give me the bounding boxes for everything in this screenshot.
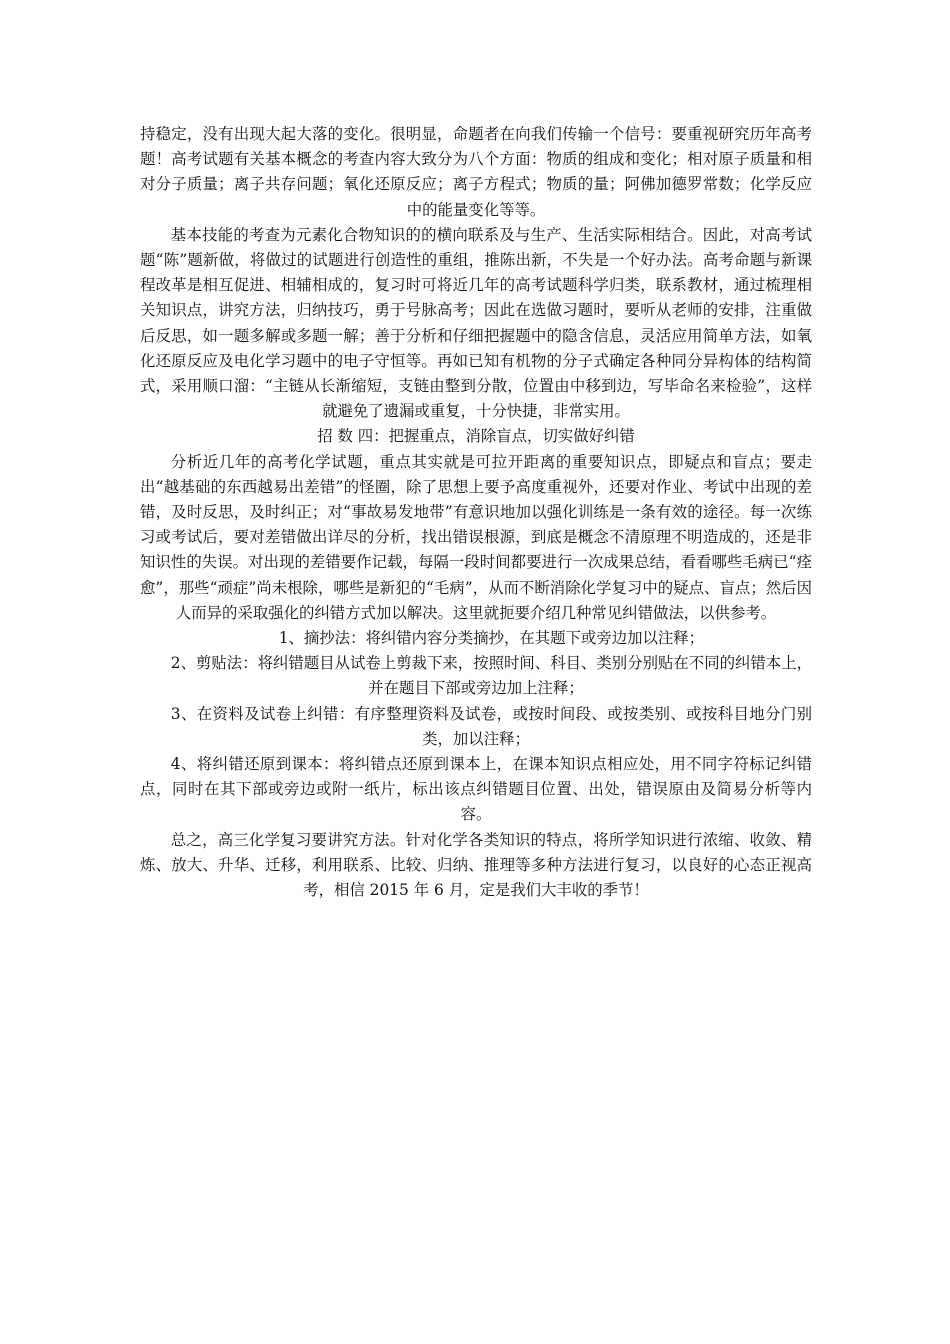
paragraph-basic-skills: 基本技能的考查为元素化合物知识的的横向联系及与生产、生活实际相结合。因此，对高考试题“陈”题新做，将做过的试题进行创造性的重组，推陈出新，不失是一个好办法。高考命题与新课程改革是相互促进、相辅相成的，复习时可将近几年的高考试题科学归类，联系教材，通过梳理相关知识点，讲究方法，归纳技巧，勇于号脉高考；因此在选做习题时，要听从老师的安排，注重做后反思，如一题多解或多题一解；善于分析和仔细把握题中的隐含信息，灵活应用简单方法，如氧化还原反应及电化学习题中的电子守恒等。再如已知有机物的分子式确定各种同分异构体的结构简式，采用顺口溜：“主链从长渐缩短，支链由整到分散，位置由中移到边，写毕命名来检验”，这样就避免了遗漏或重复，十分快捷，非常实用。 <box>140 225 812 421</box>
list-item-excerpt-method: 1、摘抄法：将纠错内容分类摘抄，在其题下或旁边加以注释； <box>278 629 705 648</box>
paragraph-error-correction: 分析近几年的高考化学试题，重点其实就是可拉开距离的重要知识点，即疑点和盲点；要走出“越基础的东西越易出差错”的怪圈，除了思想上要予高度重视外，还要对作业、考试中出现的差错，及时反思，及时纠正；对“事故易发地带”有意识地加以强化训练是一条有效的途径。每一次练习或考试后，要对差错做出详尽的分析，找出错误根源，到底是概念不清原理不明造成的，还是非知识性的失误。对出现的差错要作记载，每隔一段时间都要进行一次成果总结，看看哪些毛病已“痊愈”，那些“顽症”尚未根除，哪些是新犯的“毛病”，从而不断消除化学复习中的疑点、盲点；然后因人而异的采取强化的纠错方式加以解决。这里就扼要介绍几种常见纠错做法，以供参考。 <box>140 452 812 622</box>
section-heading-method-four: 招 数 四：把握重点，消除盲点，切实做好纠错 <box>317 427 635 446</box>
list-item-textbook-method: 4、将纠错还原到课本：将纠错点还原到课本上，在课本知识点相应处，用不同字符标记纠错点，同时在其下部或旁边或附一纸片，标出该点纠错题目位置、出处，错误原由及简易分析等内容。 <box>140 755 812 824</box>
paragraph-basic-concepts: 持稳定，没有出现大起大落的变化。很明显，命题者在向我们传输一个信号：要重视研究历年高考题！高考试题有关基本概念的考查内容大致分为八个方面：物质的组成和变化；相对原子质量和相对分子质量；离子共存问题；氧化还原反应；离子方程式；物质的量；阿佛加德罗常数；化学反应中的能量变化等等。 <box>140 125 812 219</box>
document-page <box>140 122 812 903</box>
list-item-cut-paste-method: 2、剪贴法：将纠错题目从试卷上剪裁下来，按照时间、科目、类别分别贴在不同的纠错本上，并在题目下部或旁边加上注释； <box>170 654 812 698</box>
paragraph-conclusion: 总之，高三化学复习要讲究方法。针对化学各类知识的特点，将所学知识进行浓缩、收敛、精炼、放大、升华、迁移，利用联系、比较、归纳、推理等多种方法进行复习，以良好的心态正视高考，相信 2015 年 6 月，定是我们大丰收的季节！ <box>140 830 812 900</box>
list-item-materials-method: 3、在资料及试卷上纠错：有序整理资料及试卷，或按时间段、或按类别、或按科目地分门别类，加以注释； <box>170 704 812 748</box>
